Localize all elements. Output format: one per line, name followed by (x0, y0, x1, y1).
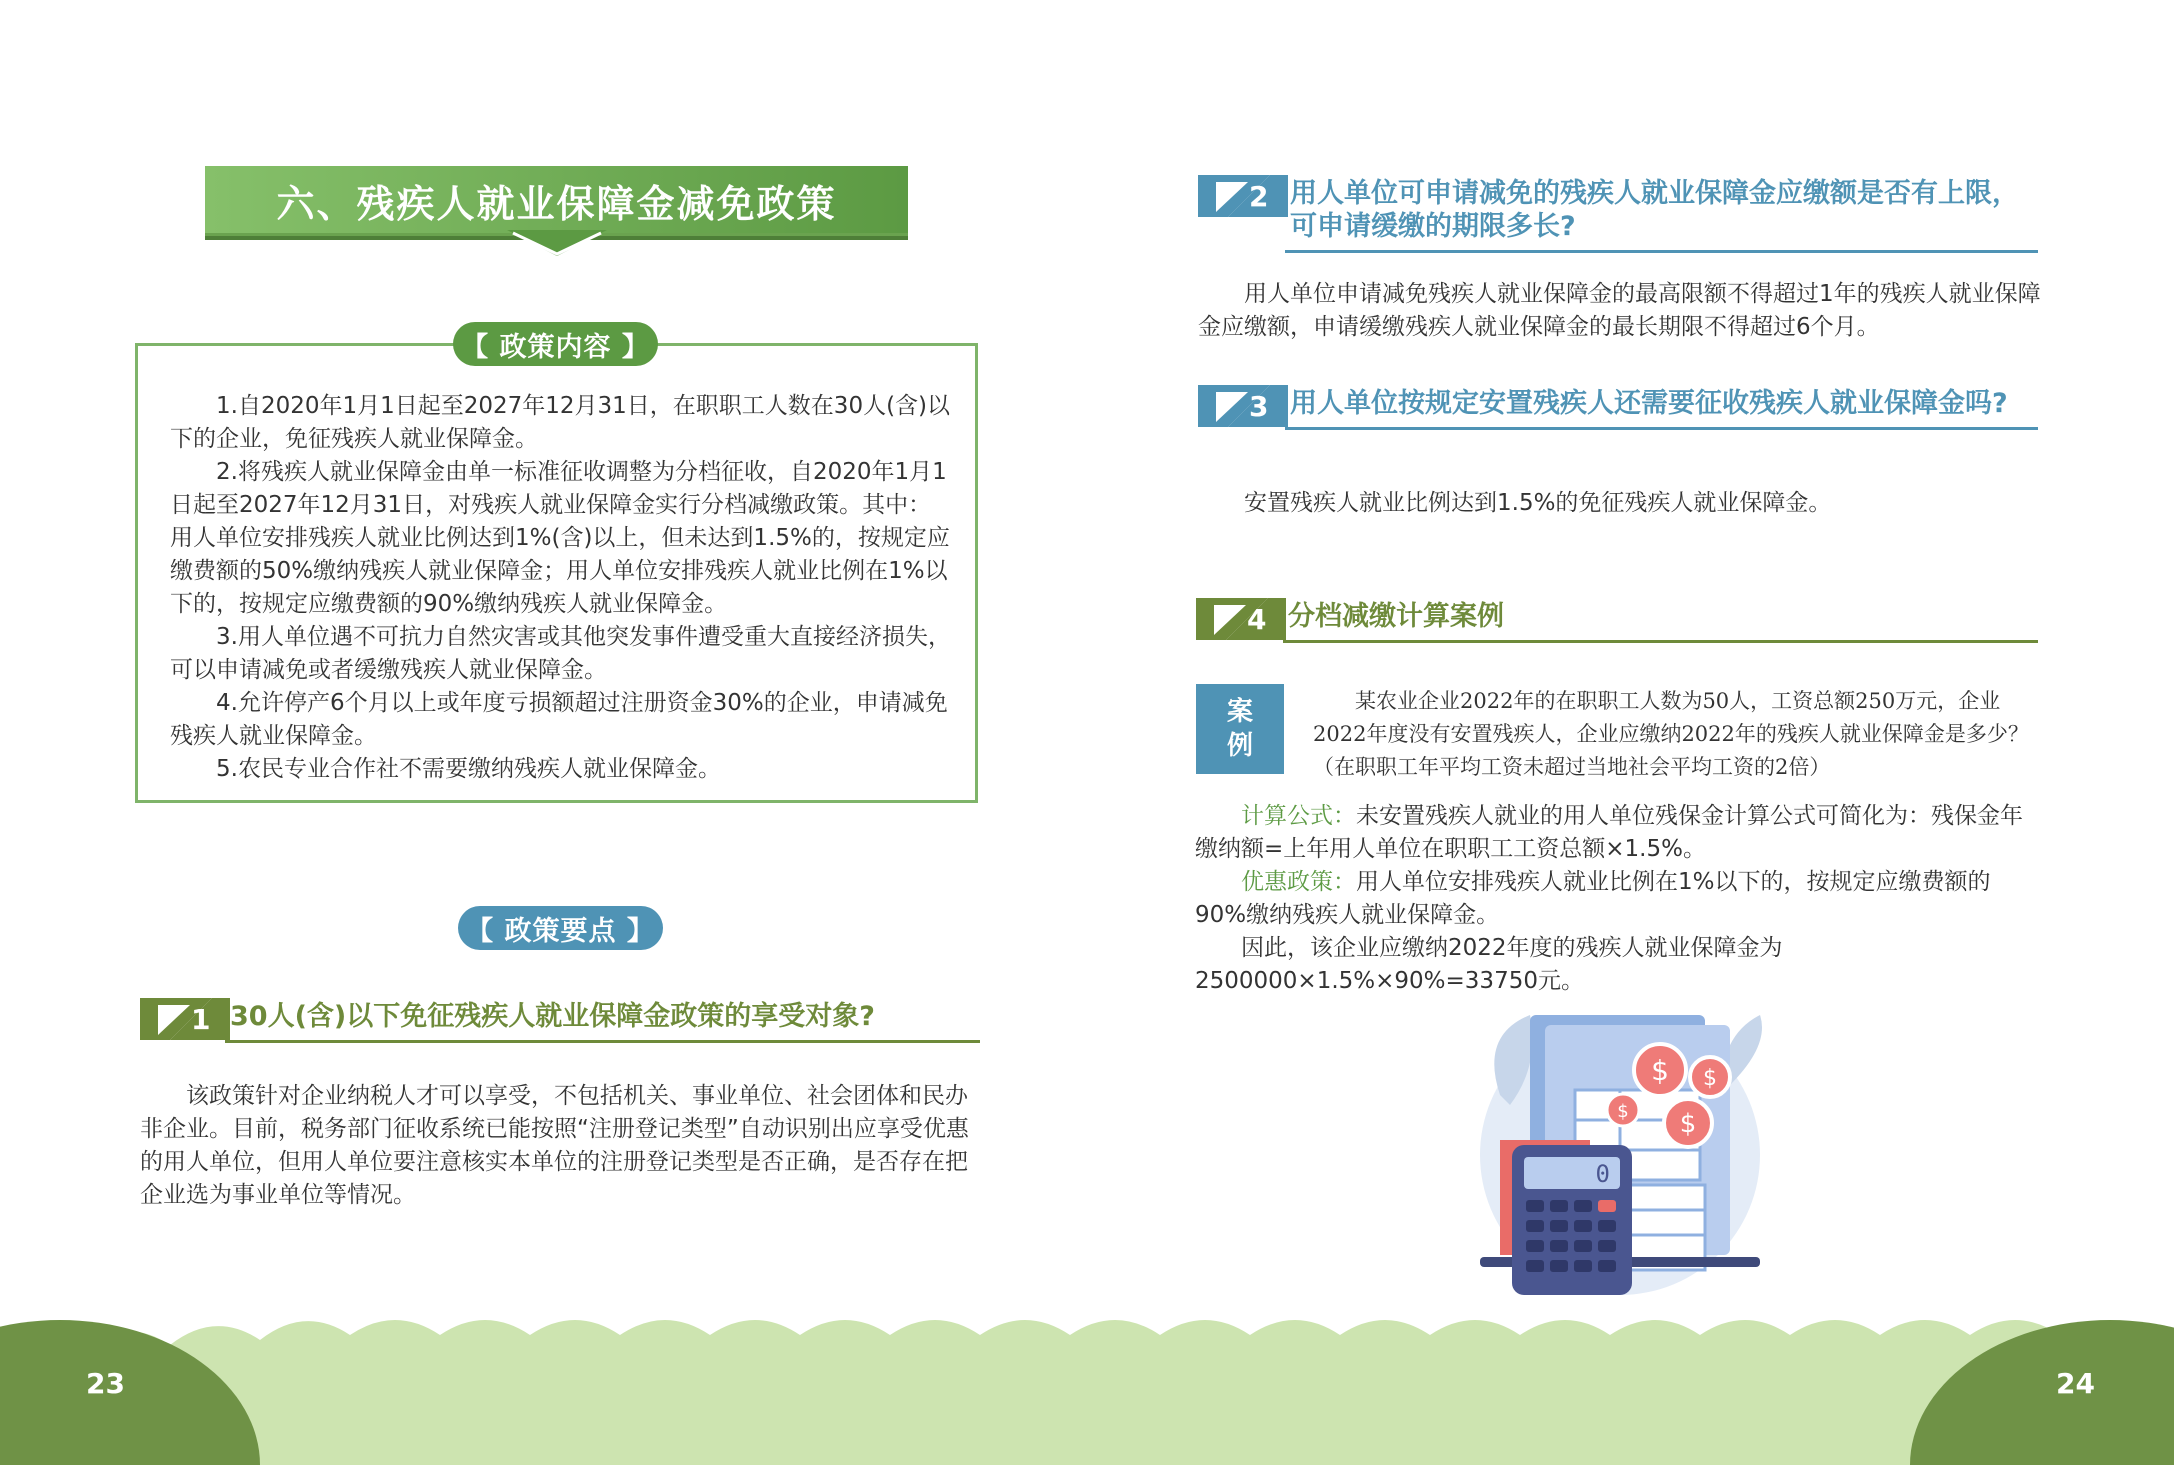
policy-item: 1.自2020年1月1日起至2027年12月31日，在职职工人数在30人(含)以下的企业，免征残疾人就业保障金。 (170, 393, 951, 452)
policy-content-label: 【 政策内容 】 (453, 322, 658, 366)
footer-wave-decoration (0, 1290, 2174, 1465)
policy-item: 2.将残疾人就业保障金由单一标准征收调整为分档征收，自2020年1月1日起至2027年12月31日，对残疾人就业保障金实行分档减缴政策。其中：用人单位安排残疾人就业比例达到1%(含)以上，但未达到1.5%的，按规定应缴费额的50%缴纳残疾人就业保障金；用人单位安排残疾人就业比例在1%以下的，按规定应缴费额的90%缴纳残疾人就业保障金。 (170, 459, 950, 617)
svg-text:$: $ (1617, 1101, 1629, 1122)
question-title-line2: 可申请缓缴的期限多长? (1290, 211, 1576, 242)
question-number: 4 (1247, 603, 1267, 636)
question-1-header (140, 995, 980, 1045)
preferential-policy-paragraph (1195, 866, 2040, 932)
policy-item: 4.允许停产6个月以上或年度亏损额超过注册资金30%的企业，申请减免残疾人就业保障金。 (170, 690, 948, 749)
header-rule (225, 1040, 980, 1043)
question-3-header (1198, 382, 2038, 432)
policy-item: 5.农民专业合作社不需要缴纳残疾人就业保障金。 (216, 756, 721, 782)
question-4-header (1196, 595, 2038, 645)
svg-text:$: $ (1679, 1109, 1697, 1139)
answer-text: 该政策针对企业纳税人才可以享受，不包括机关、事业单位、社会团体和民办非企业。目前，税务部门征收系统已能按照“注册登记类型”自动识别出应享受优惠的用人单位，但用人单位要注意核实本单位的注册登记类型是否正确，是否存在把企业选为事业单位等情况。 (140, 1083, 969, 1208)
svg-text:$: $ (1703, 1066, 1717, 1091)
case-badge (1196, 684, 1284, 774)
section-title-banner (205, 166, 908, 234)
question-1-answer (140, 1080, 985, 1212)
title-pointer (507, 230, 607, 260)
formula-paragraph (1195, 800, 2040, 866)
case-badge-char: 例 (1226, 731, 1253, 761)
question-2-header (1198, 172, 2038, 257)
preferential-policy-text: 用人单位安排残疾人就业比例在1%以下的，按规定应缴费额的90%缴纳残疾人就业保障金。 (1195, 869, 1991, 928)
formula-label: 计算公式： (1241, 803, 1356, 829)
svg-text:$: $ (1651, 1054, 1669, 1087)
question-number: 1 (191, 1003, 211, 1036)
formula-text: 未安置残疾人就业的用人单位残保金计算公式可简化为：残保金年缴纳额=上年用人单位在职职工工资总额×1.5%。 (1195, 803, 2023, 862)
section-title: 六、残疾人就业保障金减免政策 (276, 181, 837, 226)
header-rule (1285, 250, 2038, 253)
question-number: 2 (1249, 180, 1269, 213)
question-title: 30人(含)以下免征残疾人就业保障金政策的享受对象? (230, 1001, 875, 1032)
calculation-block (1195, 800, 2040, 998)
question-3-answer (1198, 487, 2044, 520)
chevron-badge-icon (1198, 172, 1288, 222)
case-badge-char: 案 (1226, 697, 1253, 727)
preferential-policy-label: 优惠政策： (1241, 869, 1356, 895)
calculator-finance-illustration (1470, 1005, 1770, 1300)
chevron-badge-icon (140, 995, 230, 1045)
question-number: 3 (1249, 390, 1269, 423)
chevron-badge-icon (1196, 595, 1286, 645)
answer-text: 用人单位申请减免残疾人就业保障金的最高限额不得超过1年的残疾人就业保障金应缴额，申请缓缴残疾人就业保障金的最长期限不得超过6个月。 (1198, 281, 2041, 340)
answer-text: 安置残疾人就业比例达到1.5%的免征残疾人就业保障金。 (1244, 490, 1832, 516)
result-text: 因此，该企业应缴纳2022年度的残疾人就业保障金为2500000×1.5%×90%=33750元。 (1195, 935, 1783, 994)
page-number-left: 23 (86, 1367, 125, 1400)
policy-item: 3.用人单位遇不可抗力自然灾害或其他突发事件遭受重大直接经济损失，可以申请减免或者缓缴残疾人就业保障金。 (170, 624, 951, 683)
question-2-answer (1198, 278, 2044, 344)
question-title: 分档减缴计算案例 (1288, 601, 1504, 632)
case-text: 某农业企业2022年的在职职工人数为50人，工资总额250万元，企业2022年度没有安置残疾人，企业应缴纳2022年的残疾人就业保障金是多少？（在职职工年平均工资未超过当地社会平均工资的2倍） (1313, 689, 2029, 779)
page-number-right: 24 (2056, 1367, 2095, 1400)
question-title: 用人单位按规定安置残疾人还需要征收残疾人就业保障金吗? (1290, 388, 2008, 419)
calculator-display: 0 (1595, 1160, 1610, 1188)
header-rule (1283, 640, 2038, 643)
policy-content-list (170, 390, 952, 786)
policy-points-label: 【 政策要点 】 (458, 906, 663, 950)
question-title-line1: 用人单位可申请减免的残疾人就业保障金应缴额是否有上限， (1290, 178, 2019, 209)
chevron-badge-icon (1198, 382, 1288, 432)
header-rule (1285, 427, 2038, 430)
